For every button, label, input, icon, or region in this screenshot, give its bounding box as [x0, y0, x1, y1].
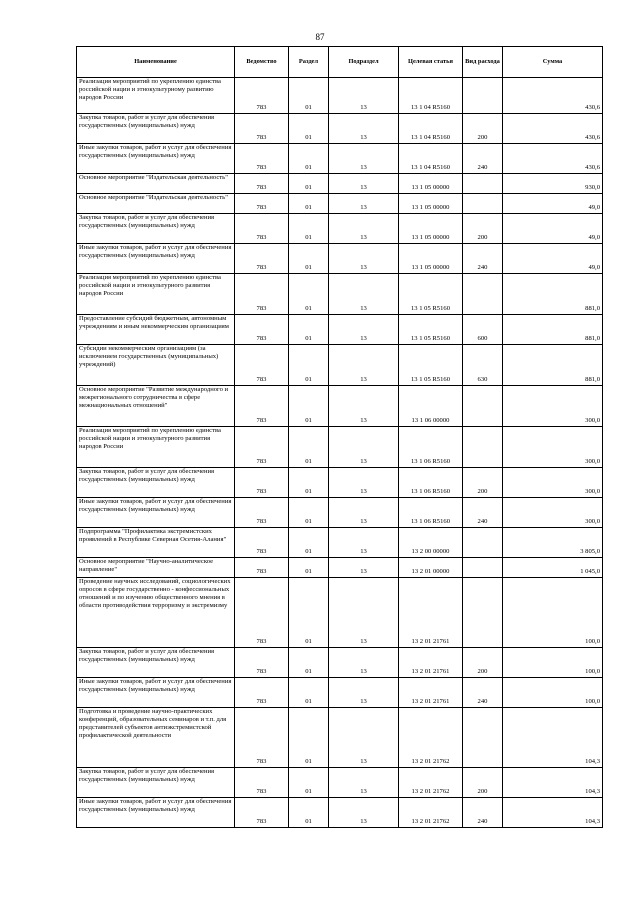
row-expense-type: 200 [463, 214, 503, 244]
row-department: 783 [235, 114, 289, 144]
row-sum: 49,0 [503, 194, 603, 214]
row-expense-type: 200 [463, 768, 503, 798]
row-target-article: 13 2 01 21761 [399, 678, 463, 708]
header-section: Раздел [289, 47, 329, 78]
row-department: 783 [235, 144, 289, 174]
row-subsection: 13 [329, 194, 399, 214]
row-expense-type: 630 [463, 345, 503, 386]
table-row [77, 528, 603, 558]
table-row [77, 214, 603, 244]
row-subsection: 13 [329, 648, 399, 678]
row-section: 01 [289, 244, 329, 274]
row-subsection: 13 [329, 558, 399, 578]
row-sum: 881,0 [503, 345, 603, 386]
row-subsection: 13 [329, 678, 399, 708]
row-expense-type [463, 78, 503, 114]
table-row [77, 274, 603, 315]
row-subsection: 13 [329, 468, 399, 498]
row-subsection: 13 [329, 114, 399, 144]
row-subsection: 13 [329, 345, 399, 386]
row-name: Основное мероприятие "Издательская деятельность" [77, 174, 235, 194]
row-target-article: 13 1 05 00000 [399, 194, 463, 214]
row-sum: 930,0 [503, 174, 603, 194]
row-sum: 104,3 [503, 768, 603, 798]
table-body [77, 78, 603, 828]
row-subsection: 13 [329, 386, 399, 427]
row-name: Реализация мероприятий по укреплению единства российской нации и этнокультурного развития народов России [77, 274, 235, 315]
row-sum: 104,3 [503, 708, 603, 768]
row-name: Основное мероприятие "Издательская деятельность" [77, 194, 235, 214]
row-target-article: 13 1 06 R5160 [399, 498, 463, 528]
row-subsection: 13 [329, 427, 399, 468]
table-row [77, 244, 603, 274]
row-name: Иные закупки товаров, работ и услуг для обеспечения государственных (муниципальных) нужд [77, 678, 235, 708]
table-row [77, 708, 603, 768]
row-sum: 104,3 [503, 798, 603, 828]
row-section: 01 [289, 578, 329, 648]
row-target-article: 13 2 00 00000 [399, 528, 463, 558]
row-section: 01 [289, 468, 329, 498]
table-row [77, 315, 603, 345]
row-sum: 49,0 [503, 244, 603, 274]
row-department: 783 [235, 214, 289, 244]
row-section: 01 [289, 315, 329, 345]
row-subsection: 13 [329, 274, 399, 315]
row-department: 783 [235, 386, 289, 427]
row-target-article: 13 1 05 00000 [399, 244, 463, 274]
row-name: Иные закупки товаров, работ и услуг для обеспечения государственных (муниципальных) нужд [77, 144, 235, 174]
row-expense-type: 600 [463, 315, 503, 345]
row-expense-type [463, 194, 503, 214]
table-row [77, 558, 603, 578]
row-department: 783 [235, 498, 289, 528]
header-subsection: Подраздел [329, 47, 399, 78]
row-section: 01 [289, 528, 329, 558]
row-expense-type: 240 [463, 244, 503, 274]
row-sum: 100,0 [503, 648, 603, 678]
row-department: 783 [235, 174, 289, 194]
table-row [77, 386, 603, 427]
row-target-article: 13 1 06 R5160 [399, 468, 463, 498]
table-header [77, 47, 603, 78]
row-department: 783 [235, 244, 289, 274]
row-name: Реализация мероприятий по укреплению единства российской нации и этнокультурному развитию народов России [77, 78, 235, 114]
table-row [77, 468, 603, 498]
row-sum: 430,6 [503, 78, 603, 114]
row-section: 01 [289, 144, 329, 174]
row-subsection: 13 [329, 174, 399, 194]
row-subsection: 13 [329, 244, 399, 274]
row-section: 01 [289, 427, 329, 468]
row-sum: 300,0 [503, 386, 603, 427]
row-name: Реализация мероприятий по укреплению единства российской нации и этнокультурного развития народов России [77, 427, 235, 468]
row-name: Подготовка и проведение научно-практических конференций, образовательных семинаров и т.п. для представителей субъектов антиэкстремистской профилактической деятельности [77, 708, 235, 768]
row-target-article: 13 2 01 00000 [399, 558, 463, 578]
row-department: 783 [235, 315, 289, 345]
budget-table [76, 46, 603, 828]
page-number: 87 [315, 32, 325, 42]
row-sum: 300,0 [503, 498, 603, 528]
row-expense-type [463, 708, 503, 768]
row-department: 783 [235, 798, 289, 828]
header-name: Наименование [77, 47, 235, 78]
row-section: 01 [289, 174, 329, 194]
row-section: 01 [289, 798, 329, 828]
row-sum: 300,0 [503, 468, 603, 498]
row-section: 01 [289, 214, 329, 244]
row-sum: 300,0 [503, 427, 603, 468]
row-section: 01 [289, 678, 329, 708]
header-department: Ведомство [235, 47, 289, 78]
table-row [77, 78, 603, 114]
row-department: 783 [235, 648, 289, 678]
row-department: 783 [235, 558, 289, 578]
row-section: 01 [289, 648, 329, 678]
row-subsection: 13 [329, 214, 399, 244]
row-section: 01 [289, 708, 329, 768]
row-name: Иные закупки товаров, работ и услуг для обеспечения государственных (муниципальных) нужд [77, 498, 235, 528]
row-target-article: 13 1 04 R5160 [399, 114, 463, 144]
row-sum: 3 805,0 [503, 528, 603, 558]
row-expense-type: 240 [463, 498, 503, 528]
row-section: 01 [289, 114, 329, 144]
table-row [77, 174, 603, 194]
row-sum: 430,6 [503, 114, 603, 144]
row-department: 783 [235, 427, 289, 468]
row-expense-type [463, 174, 503, 194]
row-department: 783 [235, 768, 289, 798]
row-department: 783 [235, 194, 289, 214]
row-name: Иные закупки товаров, работ и услуг для обеспечения государственных (муниципальных) нужд [77, 798, 235, 828]
row-expense-type: 200 [463, 468, 503, 498]
row-target-article: 13 1 06 00000 [399, 386, 463, 427]
row-name: Закупка товаров, работ и услуг для обеспечения государственных (муниципальных) нужд [77, 648, 235, 678]
row-section: 01 [289, 78, 329, 114]
row-subsection: 13 [329, 498, 399, 528]
header-target-article: Целевая статья [399, 47, 463, 78]
row-section: 01 [289, 194, 329, 214]
row-target-article: 13 2 01 21761 [399, 648, 463, 678]
row-name: Основное мероприятие "Научно-аналитическое направление" [77, 558, 235, 578]
row-target-article: 13 1 05 00000 [399, 214, 463, 244]
row-department: 783 [235, 468, 289, 498]
row-name: Подпрограмма "Профилактика экстремистских проявлений в Республике Северная Осетия-Алания" [77, 528, 235, 558]
row-department: 783 [235, 678, 289, 708]
row-target-article: 13 2 01 21762 [399, 708, 463, 768]
header-row [77, 47, 603, 78]
row-expense-type: 240 [463, 678, 503, 708]
row-expense-type: 200 [463, 648, 503, 678]
row-expense-type [463, 578, 503, 648]
table-row [77, 768, 603, 798]
row-expense-type: 240 [463, 798, 503, 828]
row-subsection: 13 [329, 798, 399, 828]
row-section: 01 [289, 498, 329, 528]
table-row [77, 498, 603, 528]
row-sum: 1 045,0 [503, 558, 603, 578]
row-sum: 881,0 [503, 274, 603, 315]
row-section: 01 [289, 768, 329, 798]
row-department: 783 [235, 274, 289, 315]
row-target-article: 13 1 04 R5160 [399, 78, 463, 114]
row-target-article: 13 2 01 21762 [399, 768, 463, 798]
row-name: Предоставление субсидий бюджетным, автономным учреждениям и иным некоммерческим организациям [77, 315, 235, 345]
row-name: Закупка товаров, работ и услуг для обеспечения государственных (муниципальных) нужд [77, 114, 235, 144]
row-target-article: 13 1 06 R5160 [399, 427, 463, 468]
row-expense-type: 240 [463, 144, 503, 174]
row-section: 01 [289, 558, 329, 578]
table-row [77, 345, 603, 386]
row-expense-type [463, 427, 503, 468]
row-subsection: 13 [329, 144, 399, 174]
row-expense-type [463, 386, 503, 427]
row-name: Проведение научных исследований, социологических опросов в сфере государственно - конфессиональных отношений и по изучению общественного мнения в области противодействия терроризму и экстремизму [77, 578, 235, 648]
row-department: 783 [235, 578, 289, 648]
row-target-article: 13 1 05 00000 [399, 174, 463, 194]
table-row [77, 648, 603, 678]
table-row [77, 144, 603, 174]
row-sum: 100,0 [503, 578, 603, 648]
row-subsection: 13 [329, 708, 399, 768]
row-sum: 100,0 [503, 678, 603, 708]
row-target-article: 13 1 05 R5160 [399, 315, 463, 345]
row-section: 01 [289, 274, 329, 315]
row-expense-type [463, 528, 503, 558]
row-subsection: 13 [329, 315, 399, 345]
row-subsection: 13 [329, 78, 399, 114]
table-row [77, 798, 603, 828]
row-name: Закупка товаров, работ и услуг для обеспечения государственных (муниципальных) нужд [77, 468, 235, 498]
row-expense-type [463, 274, 503, 315]
row-expense-type: 200 [463, 114, 503, 144]
header-sum: Сумма [503, 47, 603, 78]
row-name: Основное мероприятие "Развитие международного и межрегионального сотрудничества в сфере межнациональных отношений" [77, 386, 235, 427]
row-name: Закупка товаров, работ и услуг для обеспечения государственных (муниципальных) нужд [77, 214, 235, 244]
row-subsection: 13 [329, 528, 399, 558]
row-department: 783 [235, 708, 289, 768]
row-subsection: 13 [329, 578, 399, 648]
table-row [77, 114, 603, 144]
header-expense-type: Вид расхода [463, 47, 503, 78]
table-row [77, 194, 603, 214]
row-expense-type [463, 558, 503, 578]
row-section: 01 [289, 386, 329, 427]
table-row [77, 427, 603, 468]
row-department: 783 [235, 345, 289, 386]
table-row [77, 578, 603, 648]
row-sum: 881,0 [503, 315, 603, 345]
row-name: Иные закупки товаров, работ и услуг для обеспечения государственных (муниципальных) нужд [77, 244, 235, 274]
row-sum: 430,6 [503, 144, 603, 174]
row-section: 01 [289, 345, 329, 386]
row-target-article: 13 2 01 21761 [399, 578, 463, 648]
row-sum: 49,0 [503, 214, 603, 244]
row-name: Закупка товаров, работ и услуг для обеспечения государственных (муниципальных) нужд [77, 768, 235, 798]
table-row [77, 678, 603, 708]
row-target-article: 13 1 05 R5160 [399, 274, 463, 315]
row-subsection: 13 [329, 768, 399, 798]
row-name: Субсидии некоммерческим организациям (за исключением государственных (муниципальных) учреждений) [77, 345, 235, 386]
row-target-article: 13 2 01 21762 [399, 798, 463, 828]
row-target-article: 13 1 04 R5160 [399, 144, 463, 174]
row-department: 783 [235, 78, 289, 114]
row-target-article: 13 1 05 R5160 [399, 345, 463, 386]
row-department: 783 [235, 528, 289, 558]
